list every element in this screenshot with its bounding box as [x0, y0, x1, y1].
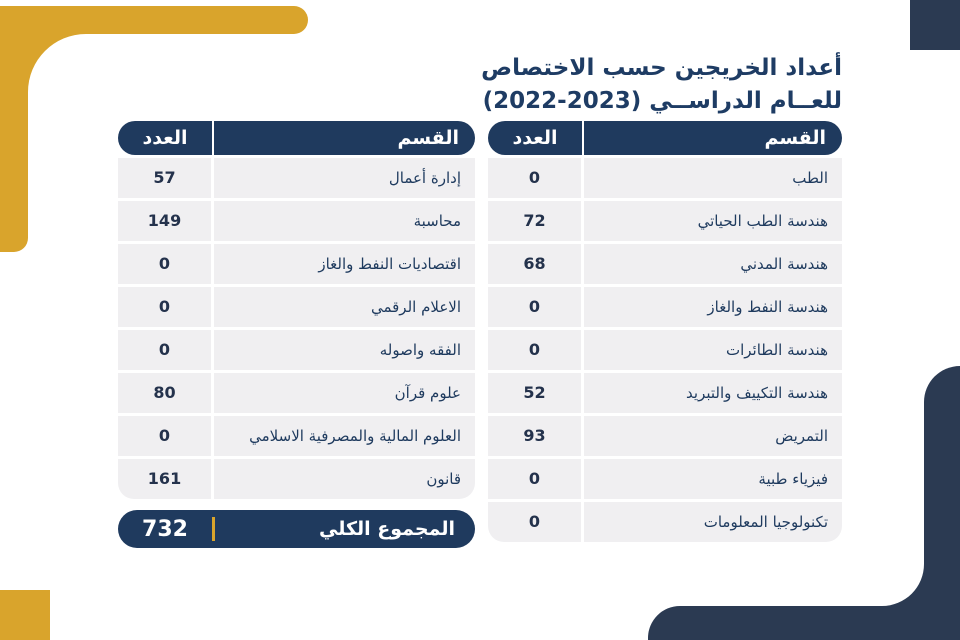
right-navy-bar [924, 366, 960, 640]
table-row [488, 244, 842, 284]
page-title [481, 52, 842, 118]
table-row [118, 158, 475, 198]
department-cell: هندسة المدني [584, 244, 842, 284]
column-header-count: العدد [142, 127, 188, 149]
department-cell: التمريض [584, 416, 842, 456]
department-cell: هندسة الطائرات [584, 330, 842, 370]
count-cell: 0 [488, 287, 581, 327]
count-cell: 93 [488, 416, 581, 456]
table-row [488, 373, 842, 413]
table-row [118, 201, 475, 241]
column-header-department: القسم [764, 127, 826, 149]
count-cell: 72 [488, 201, 581, 241]
count-cell: 80 [118, 373, 211, 413]
count-cell: 0 [488, 502, 581, 542]
count-cell: 0 [488, 158, 581, 198]
count-cell: 57 [118, 158, 211, 198]
table-row [488, 158, 842, 198]
total-value: 732 [142, 516, 188, 542]
department-cell: قانون [214, 459, 475, 499]
table-row [488, 502, 842, 542]
header-divider [582, 121, 584, 155]
table-right-body [488, 158, 842, 542]
department-cell: الطب [584, 158, 842, 198]
table-left-body [118, 158, 475, 499]
left-gold-band [0, 6, 28, 252]
table-row [118, 244, 475, 284]
department-cell: هندسة الطب الحياتي [584, 201, 842, 241]
count-cell: 0 [118, 416, 211, 456]
table-row [118, 416, 475, 456]
table-right-header [488, 121, 842, 155]
table-left [118, 121, 475, 548]
department-cell: فيزياء طبية [584, 459, 842, 499]
table-row [488, 459, 842, 499]
department-cell: اقتصاديات النفط والغاز [214, 244, 475, 284]
department-cell: العلوم المالية والمصرفية الاسلامي [214, 416, 475, 456]
column-header-department: القسم [397, 127, 459, 149]
department-cell: الاعلام الرقمي [214, 287, 475, 327]
table-right [488, 121, 842, 545]
count-cell: 0 [488, 330, 581, 370]
total-gold-divider [212, 517, 215, 541]
total-label: المجموع الكلي [319, 518, 455, 540]
table-left-header [118, 121, 475, 155]
count-cell: 68 [488, 244, 581, 284]
total-row [118, 510, 475, 548]
table-row [488, 201, 842, 241]
count-cell: 0 [488, 459, 581, 499]
table-row [488, 416, 842, 456]
bottom-navy-band [648, 606, 960, 640]
department-cell: محاسبة [214, 201, 475, 241]
table-row [118, 330, 475, 370]
table-row [488, 287, 842, 327]
department-cell: هندسة النفط والغاز [584, 287, 842, 327]
count-cell: 149 [118, 201, 211, 241]
count-cell: 0 [118, 287, 211, 327]
count-cell: 52 [488, 373, 581, 413]
department-cell: علوم قرآن [214, 373, 475, 413]
column-header-count: العدد [512, 127, 558, 149]
count-cell: 0 [118, 244, 211, 284]
table-row [118, 459, 475, 499]
header-divider [212, 121, 214, 155]
department-cell: إدارة أعمال [214, 158, 475, 198]
table-row [118, 373, 475, 413]
top-gold-band [0, 6, 308, 34]
bottom-left-gold-square [0, 590, 50, 640]
top-right-navy-rectangle [910, 0, 960, 50]
count-cell: 161 [118, 459, 211, 499]
department-cell: هندسة التكييف والتبريد [584, 373, 842, 413]
count-cell: 0 [118, 330, 211, 370]
table-row [118, 287, 475, 327]
department-cell: الفقه واصوله [214, 330, 475, 370]
page-title-line1: أعداد الخريجين حسب الاختصاص [481, 55, 842, 81]
page-title-line2: للعــام الدراســي (2023-2022) [482, 88, 842, 114]
table-row [488, 330, 842, 370]
department-cell: تكنولوجيا المعلومات [584, 502, 842, 542]
